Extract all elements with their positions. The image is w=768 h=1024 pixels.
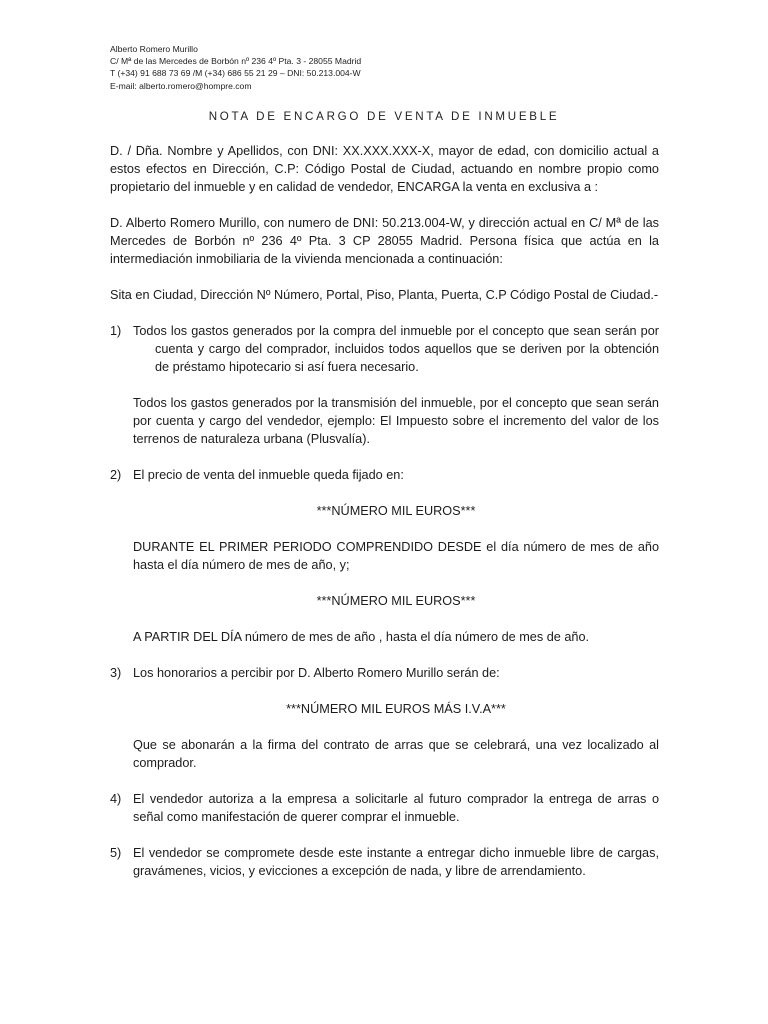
clause-number: 2)	[110, 468, 122, 482]
price-period-2: A PARTIR DEL DÍA número de mes de año , hasta el día número de mes de año.	[133, 630, 590, 644]
document-body	[110, 142, 659, 898]
clause-number: 4)	[110, 792, 122, 806]
clause-number: 5)	[110, 846, 122, 860]
clause-text: El vendedor autoriza a la empresa a solicitarle al futuro comprador la entrega de arras o señal como manifestación de querer comprar el inmueble.	[133, 792, 659, 824]
clause-subtext: Que se abonarán a la firma del contrato de arras que se celebrará, una vez localizado al comprador.	[133, 738, 659, 770]
sender-address: C/ Mª de las Mercedes de Borbón nº 236 4º Pta. 3 - 28055 Madrid	[110, 56, 362, 67]
clause-subtext: Todos los gastos generados por la transmisión del inmueble, por el concepto que sean serán por cuenta y cargo del vendedor, ejemplo: El Impuesto sobre el incremento del valor de los terrenos de naturaleza urbana (Plusvalía).	[133, 396, 659, 446]
sender-header	[110, 43, 361, 92]
clause-number: 1)	[110, 324, 122, 338]
property-paragraph: Sita en Ciudad, Dirección Nº Número, Portal, Piso, Planta, Puerta, C.P Código Postal de Ciudad.-	[110, 288, 659, 302]
document-title: NOTA DE ENCARGO DE VENTA DE INMUEBLE	[208, 110, 560, 123]
clause-text: Todos los gastos generados por la compra del inmueble por el concepto que sean serán por cuenta y cargo del comprador, incluidos todos aquellos que se deriven por la obtención de préstamo hipotecario si así fuera necesario.	[133, 324, 659, 374]
sender-name: Alberto Romero Murillo	[110, 44, 198, 54]
clause-1	[110, 322, 659, 448]
price-period-1: DURANTE EL PRIMER PERIODO COMPRENDIDO DESDE el día número de mes de año hasta el día número de mes de año, y;	[133, 540, 659, 572]
client-paragraph: D. / Dña. Nombre y Apellidos, con DNI: XX.XXX.XXX-X, mayor de edad, con domicilio actual a estos efectos en Dirección, C.P: Código Postal de Ciudad, actuando en nombre propio como propietario del inmueble y en calidad de vendedor, ENCARGA la venta en exclusiva a :	[110, 144, 659, 194]
clause-2	[110, 466, 659, 646]
clause-3	[110, 664, 659, 772]
clause-text: El precio de venta del inmueble queda fijado en:	[133, 468, 404, 482]
clause-number: 3)	[110, 666, 122, 680]
clause-5	[110, 844, 659, 880]
agent-paragraph: D. Alberto Romero Murillo, con numero de DNI: 50.213.004-W, y dirección actual en C/ Mª de las Mercedes de Borbón nº 236 4º Pta. 3 CP 28055 Madrid. Persona física que actúa en la intermediación inmobiliaria de la vivienda mencionada a continuación:	[110, 216, 659, 266]
sender-phones: T (+34) 91 688 73 69 /M (+34) 686 55 21 29 – DNI: 50.213.004-W	[110, 68, 361, 79]
price-amount-1: ***NÚMERO MIL EUROS***	[316, 504, 476, 518]
clause-text: El vendedor se compromete desde este instante a entregar dicho inmueble libre de cargas, gravámenes, vicios, y evicciones a excepción de nada, y libre de arrendamiento.	[133, 846, 659, 878]
clause-4	[110, 790, 659, 826]
sender-email: E-mail: alberto.romero@hompre.com	[110, 80, 252, 91]
clause-text: Los honorarios a percibir por D. Alberto Romero Murillo serán de:	[133, 666, 500, 680]
price-amount-2: ***NÚMERO MIL EUROS***	[316, 594, 476, 608]
fee-amount: ***NÚMERO MIL EUROS MÁS I.V.A***	[286, 702, 506, 716]
